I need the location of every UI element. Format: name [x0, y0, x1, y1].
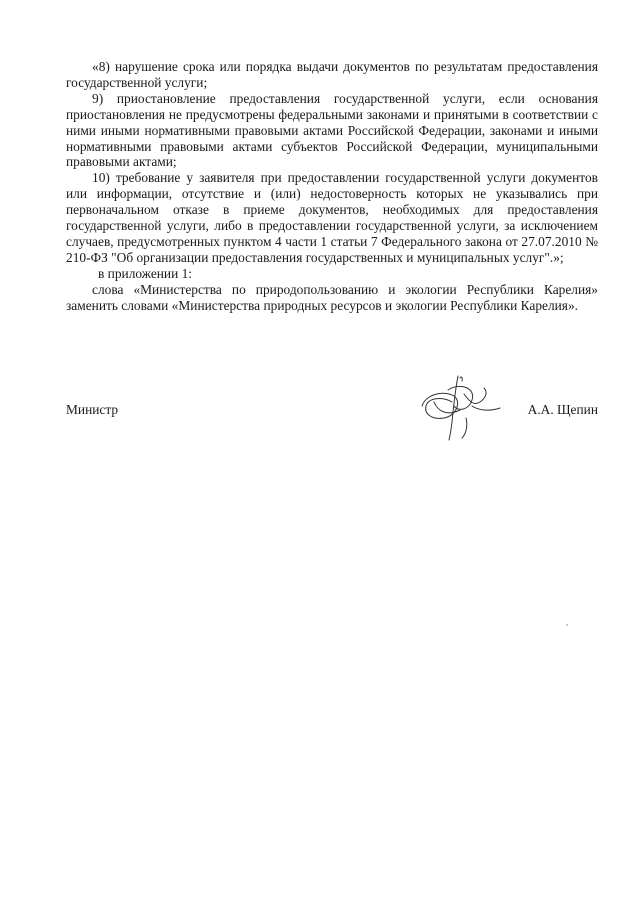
signer-title: Министр — [66, 402, 119, 417]
paragraph-item-8: «8) нарушение срока или порядка выдачи документов по результатам предоставления государственной услуги; — [66, 59, 598, 90]
paragraph-item-10: 10) требование у заявителя при предоставлении государственной услуги документов или информации, отсутствие и (или) недостоверность которых не указывались при первоначальном отказе в приеме документов, необходимых для предоставления государственной услуги, либо в предоставлении государственной услуги, за исключением случаев, предусмотренных пунктом 4 части 1 статьи 7 Федерального закона от 27.07.2010 № 210-ФЗ "Об организации предоставления государственных и муниципальных услуг".»; — [66, 170, 598, 265]
paragraph-appendix-heading: в приложении 1: — [98, 265, 193, 281]
paragraph-replacement: слова «Министерства по природопользованию и экологии Республики Карелия» заменить словами «Министерства природных ресурсов и экологии Республики Карелия». — [66, 281, 598, 313]
scan-speck — [566, 624, 568, 626]
signature-block — [66, 402, 598, 418]
document-body — [66, 59, 598, 314]
handwritten-signature-icon — [414, 372, 504, 442]
signer-name: А.А. Щепин — [527, 402, 598, 417]
paragraph-item-9: 9) приостановление предоставления государственной услуги, если основания приостановления не предусмотрены федеральными законами и принятыми в соответствии с ними иными нормативными правовыми актами Российской Федерации, законами и иными нормативными правовыми актами субъектов Российской Федерации, муниципальными правовыми актами; — [66, 90, 598, 170]
